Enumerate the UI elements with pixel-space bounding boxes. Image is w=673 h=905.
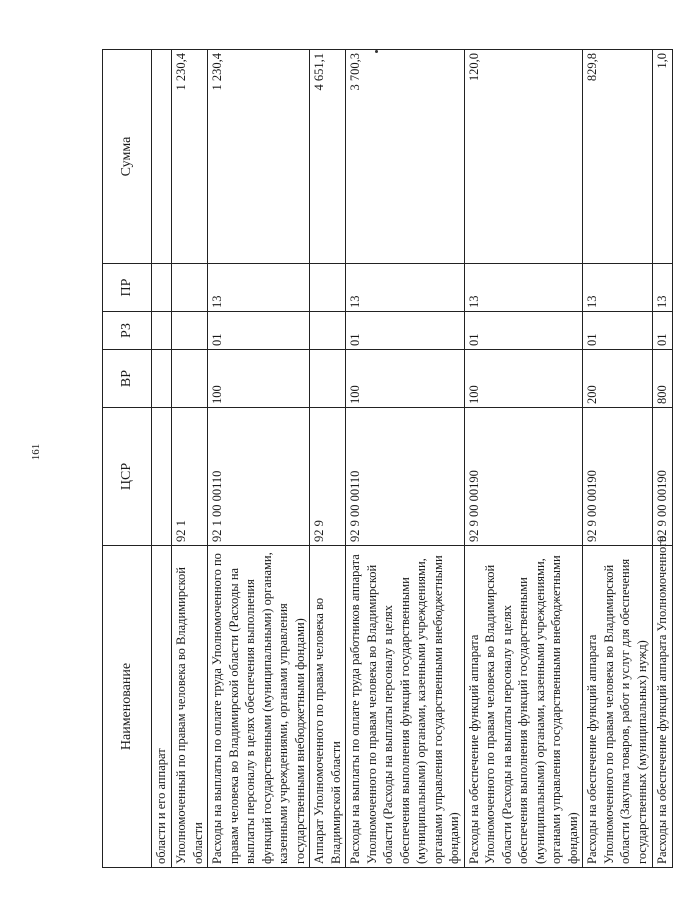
cell-sum: 1 230,4 xyxy=(172,50,208,264)
table-row xyxy=(208,50,310,868)
cell-rz: 01 xyxy=(208,312,310,350)
cell-rz xyxy=(310,312,346,350)
header-vr: ВР xyxy=(103,350,152,408)
header-pr: ПР xyxy=(103,264,152,312)
cell-pr: 13 xyxy=(464,264,583,312)
cell-rz: 01 xyxy=(464,312,583,350)
cell-name: Расходы на обеспечение функций аппарата Уполномоченного по правам человека во Владимирской области (Расходы на выплаты персоналу в целях обеспечения выполнения функций государственными (муниципальными) органами, казенными учреждениями, органами управления государственными внебюджетными фондами) xyxy=(464,546,583,868)
header-rz: РЗ xyxy=(103,312,152,350)
cell-name: Уполномоченный по правам человека во Владимирской области xyxy=(172,546,208,868)
cell-vr: 800 xyxy=(653,350,673,408)
cell-sum: 4 651,1 xyxy=(310,50,346,264)
cell-csr: 92 9 xyxy=(310,408,346,546)
cell-vr: 200 xyxy=(583,350,653,408)
rotated-page-content xyxy=(102,50,669,868)
table-row xyxy=(152,50,172,868)
cell-csr xyxy=(152,408,172,546)
cell-sum: 829,8 xyxy=(583,50,653,264)
page-number: 161 xyxy=(30,443,42,461)
cell-sum: 1 230,4 xyxy=(208,50,310,264)
table-row xyxy=(346,50,465,868)
cell-pr xyxy=(152,264,172,312)
table-row xyxy=(464,50,583,868)
cell-vr: 100 xyxy=(208,350,310,408)
cell-name: Расходы на обеспечение функций аппарата Уполномоченного по правам человека во Владимирской области (Закупка товаров, работ и услуг для обеспечения государственных (муниципальных) нужд) xyxy=(583,546,653,868)
budget-table xyxy=(102,49,673,868)
cell-pr: 13 xyxy=(653,264,673,312)
cell-vr xyxy=(172,350,208,408)
cell-vr: 100 xyxy=(464,350,583,408)
cell-pr xyxy=(172,264,208,312)
table-row xyxy=(172,50,208,868)
cell-csr: 92 9 00 00190 xyxy=(464,408,583,546)
table-row xyxy=(653,50,673,868)
cell-name: Расходы на обеспечение функций аппарата Уполномоченного xyxy=(653,546,673,868)
cell-vr xyxy=(310,350,346,408)
cell-csr: 92 1 xyxy=(172,408,208,546)
cell-rz xyxy=(172,312,208,350)
cell-name: Расходы на выплаты по оплате труда работников аппарата Уполномоченного по правам человека во Владимирской области (Расходы на выплаты персоналу в целях обеспечения выполнения функций государственными (муниципальными) органами, казенными учреждениями, органами управления государственными внебюджетными фондами) xyxy=(346,546,465,868)
cell-sum: 120,0 xyxy=(464,50,583,264)
cell-csr: 92 9 00 00190 xyxy=(583,408,653,546)
cell-rz xyxy=(152,312,172,350)
cell-name: Расходы на выплаты по оплате труда Уполномоченного по правам человека во Владимирской области (Расходы на выплаты персоналу в целях обеспечения выполнения функций государственными (муниципальными) органами, казенными учреждениями, органами управления государственными внебюджетными фондами) xyxy=(208,546,310,868)
cell-sum xyxy=(152,50,172,264)
cell-pr: 13 xyxy=(208,264,310,312)
cell-csr: 92 9 00 00190 xyxy=(653,408,673,546)
cell-pr: 13 xyxy=(346,264,465,312)
table-row xyxy=(310,50,346,868)
cell-rz: 01 xyxy=(653,312,673,350)
header-name: Наименование xyxy=(103,546,152,868)
cell-name: Аппарат Уполномоченного по правам человека во Владимирской области xyxy=(310,546,346,868)
header-sum: Сумма xyxy=(103,50,152,264)
header-csr: ЦСР xyxy=(103,408,152,546)
cell-csr: 92 9 00 00110 xyxy=(346,408,465,546)
cell-rz: 01 xyxy=(583,312,653,350)
cell-sum: 1,0 xyxy=(653,50,673,264)
cell-name: области и его аппарат xyxy=(152,546,172,868)
cell-pr xyxy=(310,264,346,312)
cell-csr: 92 1 00 00110 xyxy=(208,408,310,546)
cell-sum: 3 700,3 xyxy=(346,50,465,264)
table-row xyxy=(583,50,653,868)
cell-vr: 100 xyxy=(346,350,465,408)
cell-vr xyxy=(152,350,172,408)
table-header-row xyxy=(103,50,152,868)
cell-pr: 13 xyxy=(583,264,653,312)
cell-rz: 01 xyxy=(346,312,465,350)
